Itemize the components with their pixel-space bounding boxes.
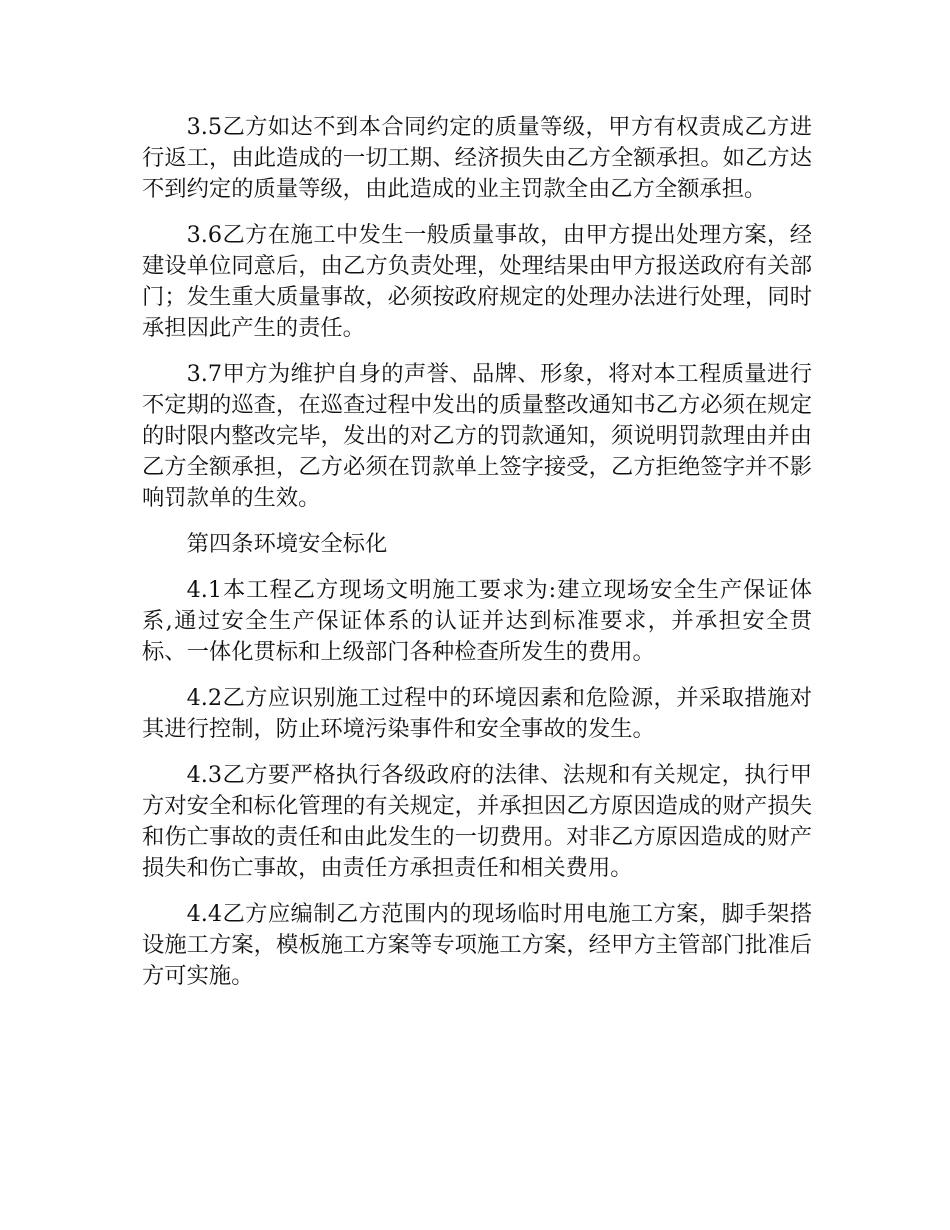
clause-4-3: 4.3乙方要严格执行各级政府的法律、法规和有关规定，执行甲方对安全和标化管理的有关规定，并承担因乙方原因造成的财产损失和伤亡事故的责任和由此发生的一切费用。对非乙方原因造成的财产损失和伤亡事故，由责任方承担责任和相关费用。 [142,762,812,881]
clause-3-5: 3.5乙方如达不到本合同约定的质量等级，甲方有权责成乙方进行返工，由此造成的一切工期、经济损失由乙方全额承担。如乙方达不到约定的质量等级，由此造成的业主罚款全由乙方全额承担。 [142,114,812,202]
clause-4-4: 4.4乙方应编制乙方范围内的现场临时用电施工方案，脚手架搭设施工方案，模板施工方案等专项施工方案，经甲方主管部门批准后方可实施。 [142,901,812,989]
document-page [142,112,812,1007]
clause-4-2: 4.2乙方应识别施工过程中的环境因素和危险源，并采取措施对其进行控制，防止环境污染事件和安全事故的发生。 [142,685,812,742]
clause-4-1: 4.1本工程乙方现场文明施工要求为:建立现场安全生产保证体系,通过安全生产保证体系的认证并达到标准要求，并承担安全贯标、一体化贯标和上级部门各种检查所发生的费用。 [142,577,812,665]
section-heading-article-4: 第四条环境安全标化 [186,531,388,557]
clause-3-6: 3.6乙方在施工中发生一般质量事故，由甲方提出处理方案，经建设单位同意后，由乙方负责处理，处理结果由甲方报送政府有关部门；发生重大质量事故，必须按政府规定的处理办法进行处理，同时承担因此产生的责任。 [142,222,812,341]
clause-3-7: 3.7甲方为维护自身的声誉、品牌、形象，将对本工程质量进行不定期的巡查，在巡查过程中发出的质量整改通知书乙方必须在规定的时限内整改完毕，发出的对乙方的罚款通知，须说明罚款理由并由乙方全额承担，乙方必须在罚款单上签字接受，乙方拒绝签字并不影响罚款单的生效。 [142,361,812,511]
